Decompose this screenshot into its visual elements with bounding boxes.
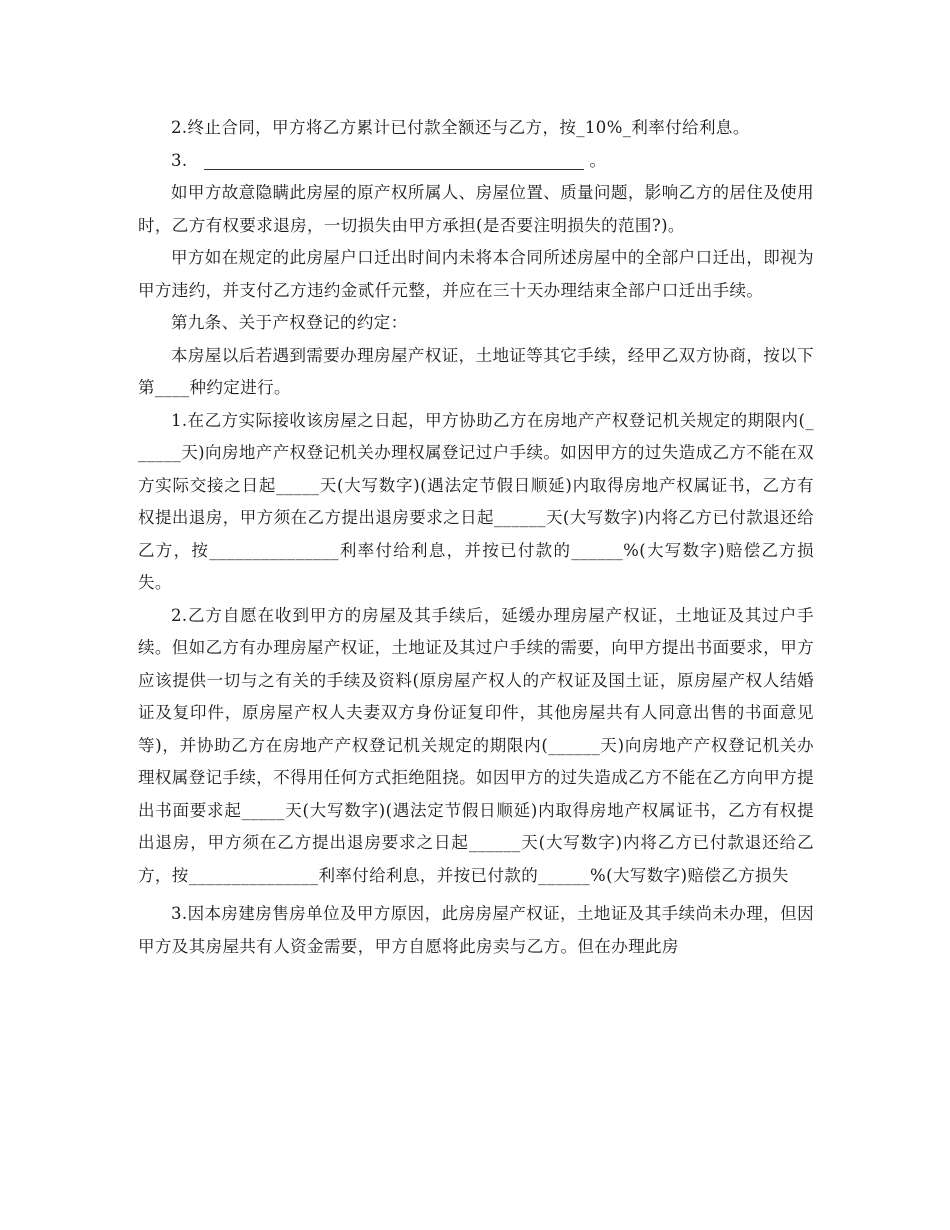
paragraph-household-registration: 甲方如在规定的此房屋户口迁出时间内未将本合同所述房屋中的全部户口迁出，即视为甲方违约，并支付乙方违约金贰仟元整，并应在三十天办理结束全部户口迁出手续。 bbox=[138, 248, 814, 300]
item-3-number: 3. bbox=[171, 150, 188, 170]
paragraph-terminate-contract: 2.终止合同，甲方将乙方累计已付款全额还与乙方，按_10%_利率付给利息。 bbox=[171, 118, 750, 137]
item-3-period: 。 bbox=[589, 150, 607, 170]
blank-fill-line bbox=[204, 149, 584, 170]
heading-article-9: 第九条、关于产权登记的约定： bbox=[171, 313, 408, 332]
paragraph-option-1: 1.在乙方实际接收该房屋之日起，甲方协助乙方在房地产产权登记机关规定的期限内(______天)向房地产产权登记机关办理权属登记过户手续。如因甲方的过失造成乙方不能在双方实际交接之日起_____天(大写数字)(遇法定节假日顺延)内取得房地产权属证书，乙方有权提出退房，甲方须在乙方提出退房要求之日起______天(大写数字)内将乙方已付款退还给乙方，按_______________利率付给利息，并按已付款的______%(大写数字)赔偿乙方损失。 bbox=[138, 410, 814, 592]
paragraph-option-2: 2.乙方自愿在收到甲方的房屋及其手续后，延缓办理房屋产权证，土地证及其过户手续。但如乙方有办理房屋产权证，土地证及其过户手续的需要，向甲方提出书面要求，甲方应该提供一切与之有关的手续及资料(原房屋产权人的产权证及国土证，原房屋产权人结婚证及复印件，原房屋产权人夫妻双方身份证复印件，其他房屋共有人同意出售的书面意见等)，并协助乙方在房地产产权登记机关规定的期限内(______天)向房地产产权登记机关办理权属登记手续，不得用任何方式拒绝阻挠。如因甲方的过失造成乙方不能在乙方向甲方提出书面要求起_____天(大写数字)(遇法定节假日顺延)内取得房地产权属证书，乙方有权提出退房，甲方须在乙方提出退房要求之日起______天(大写数字)内将乙方已付款退还给乙方，按_______________利率付给利息，并按已付款的______%(大写数字)赔偿乙方损失 bbox=[138, 605, 814, 885]
paragraph-item-3 bbox=[138, 145, 814, 178]
paragraph-concealment-clause: 如甲方故意隐瞒此房屋的原产权所属人、房屋位置、质量问题，影响乙方的居住及使用时，乙方有权要求退房，一切损失由甲方承担(是否要注明损失的范围?)。 bbox=[138, 183, 814, 235]
paragraph-option-3: 3.因本房建房售房单位及甲方原因，此房房屋产权证，土地证及其手续尚未办理，但因甲方及其房屋共有人资金需要，甲方自愿将此房卖与乙方。但在办理此房 bbox=[138, 904, 814, 956]
document-body bbox=[138, 112, 814, 963]
paragraph-article-9-intro: 本房屋以后若遇到需要办理房屋产权证，土地证等其它手续，经甲乙双方协商，按以下第____种约定进行。 bbox=[138, 345, 814, 397]
